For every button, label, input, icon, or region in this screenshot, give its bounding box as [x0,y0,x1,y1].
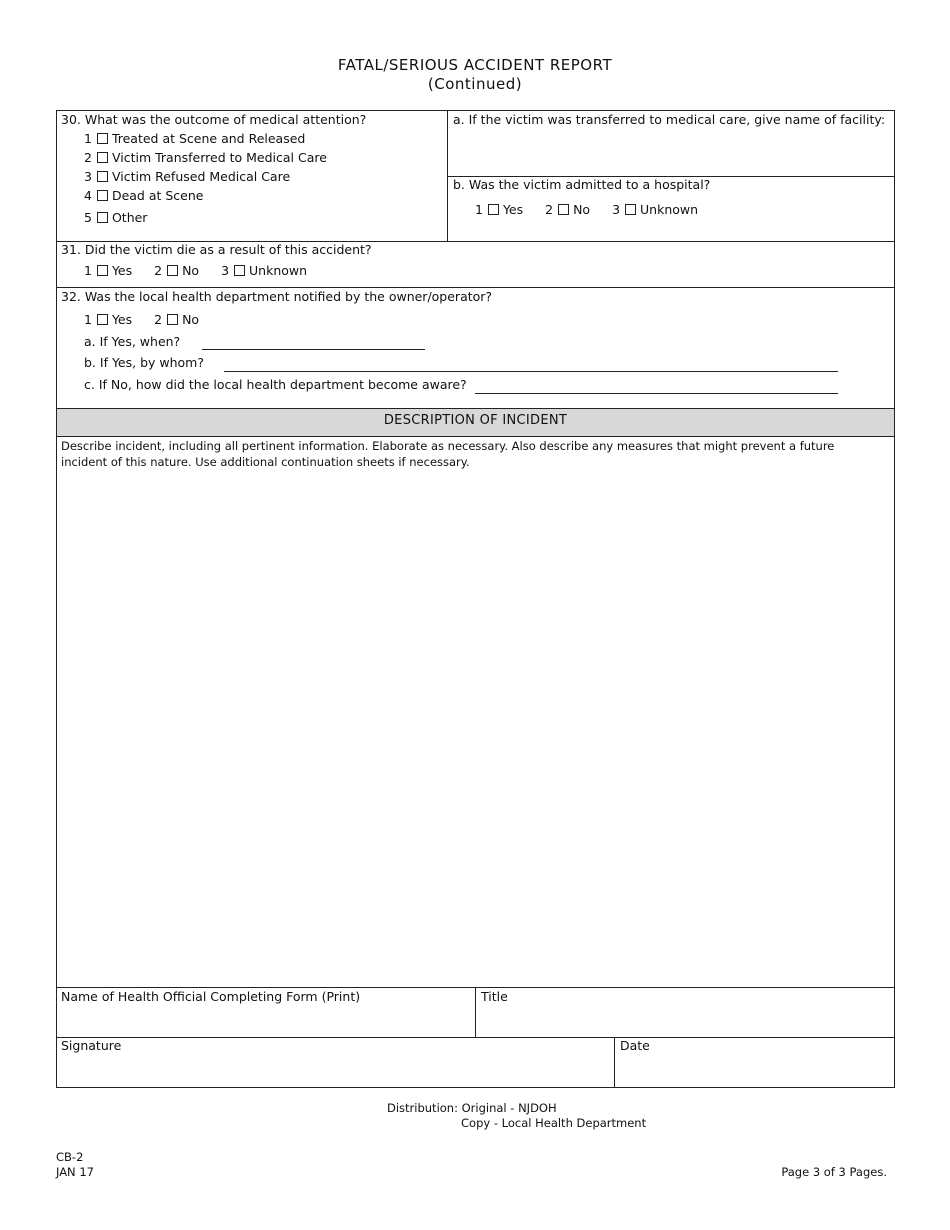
official-name-field[interactable] [57,1006,474,1036]
official-title-field[interactable] [476,1006,894,1036]
q30b-unknown-label: Unknown [640,202,699,217]
q32b-by-whom-field[interactable] [224,371,838,372]
q30b-no-checkbox[interactable] [558,204,569,215]
form-code: CB-2 [56,1150,84,1164]
q30-option-1-label: Treated at Scene and Released [111,131,306,146]
description-instructions: Describe incident, including all pertinent information. Elaborate as necessary. Also describe any measures that might prevent a future incident of this nature. Use additional continuation sheets if necessary. [61,439,835,469]
official-name-label: Name of Health Official Completing Form (Print) [61,989,361,1004]
q30b-options [475,202,716,217]
q31-yes-label: Yes [111,263,133,278]
q30-option-5-num: 5 [84,210,92,225]
q30-option-4-checkbox[interactable] [97,190,108,201]
q30-option-1[interactable] [84,131,305,146]
q31-option-yes[interactable] [84,263,132,278]
distribution-copy: Copy - Local Health Department [461,1116,647,1130]
page-info: Page 3 of 3 Pages. [781,1165,887,1179]
q30-option-3-checkbox[interactable] [97,171,108,182]
q31-no-checkbox[interactable] [167,265,178,276]
q31-yes-checkbox[interactable] [97,265,108,276]
q30-option-1-checkbox[interactable] [97,133,108,144]
q31-options [84,263,325,278]
q30b-no-num: 2 [545,202,554,217]
q30-option-1-num: 1 [84,131,92,146]
q30a-facility-field[interactable] [448,130,894,175]
q31-option-unknown[interactable] [221,263,307,278]
q32-yes-num: 1 [84,312,92,327]
q30b-yes-num: 1 [475,202,483,217]
q31-no-num: 2 [154,263,163,278]
q32b-label: b. If Yes, by whom? [84,355,204,370]
q30b-option-yes[interactable] [475,202,523,217]
q30-option-3-label: Victim Refused Medical Care [111,169,291,184]
q32c-label: c. If No, how did the local health department become aware? [84,377,467,392]
q30b-no-label: No [573,202,591,217]
description-heading: DESCRIPTION OF INCIDENT [383,413,568,428]
q30-option-5[interactable] [84,210,147,225]
form-subtitle: (Continued) [427,75,523,93]
distribution-original: Distribution: Original - NJDOH [387,1101,557,1115]
q32-options [84,312,217,327]
q32c-how-aware-field[interactable] [475,393,838,394]
q32a-label: a. If Yes, when? [84,334,181,349]
q32-question: 32. Was the local health department notified by the owner/operator? [61,289,493,304]
q31-no-label: No [182,263,200,278]
official-title-label: Title [481,989,508,1004]
form-title: FATAL/SERIOUS ACCIDENT REPORT [337,56,613,74]
q30-option-4[interactable] [84,188,203,203]
q30b-unknown-checkbox[interactable] [625,204,636,215]
signature-field[interactable] [57,1056,613,1086]
signature-label: Signature [61,1038,122,1053]
q30b-yes-checkbox[interactable] [488,204,499,215]
q30b-yes-label: Yes [502,202,524,217]
q30-option-4-num: 4 [84,188,92,203]
date-label: Date [620,1038,650,1053]
q31-yes-num: 1 [84,263,92,278]
q30-option-2[interactable] [84,150,327,165]
q30b-unknown-num: 3 [612,202,621,217]
q30-option-2-num: 2 [84,150,92,165]
q30-question: 30. What was the outcome of medical attention? [61,112,367,127]
q32-yes-label: Yes [111,312,133,327]
q30-option-5-label: Other [111,210,148,225]
q30-option-4-label: Dead at Scene [111,188,204,203]
q32-option-yes[interactable] [84,312,132,327]
q32-option-no[interactable] [154,312,199,327]
q32-no-num: 2 [154,312,163,327]
q30b-label: b. Was the victim admitted to a hospital? [453,177,711,192]
q31-unknown-num: 3 [221,263,230,278]
q30b-option-unknown[interactable] [612,202,698,217]
q31-unknown-checkbox[interactable] [234,265,245,276]
q30b-option-no[interactable] [545,202,590,217]
q30-option-2-label: Victim Transferred to Medical Care [111,150,327,165]
q32-no-label: No [182,312,200,327]
description-box[interactable] [56,436,895,988]
q32-yes-checkbox[interactable] [97,314,108,325]
form-date: JAN 17 [56,1165,94,1179]
q30-option-3-num: 3 [84,169,92,184]
q30-option-3[interactable] [84,169,290,184]
q32a-when-field[interactable] [202,349,425,350]
q30a-label: a. If the victim was transferred to medical care, give name of facility: [453,112,886,127]
q32-no-checkbox[interactable] [167,314,178,325]
q31-option-no[interactable] [154,263,199,278]
date-field[interactable] [615,1056,894,1086]
q31-question: 31. Did the victim die as a result of this accident? [61,242,372,257]
q30-option-2-checkbox[interactable] [97,152,108,163]
q30-option-5-checkbox[interactable] [97,212,108,223]
q31-unknown-label: Unknown [249,263,308,278]
